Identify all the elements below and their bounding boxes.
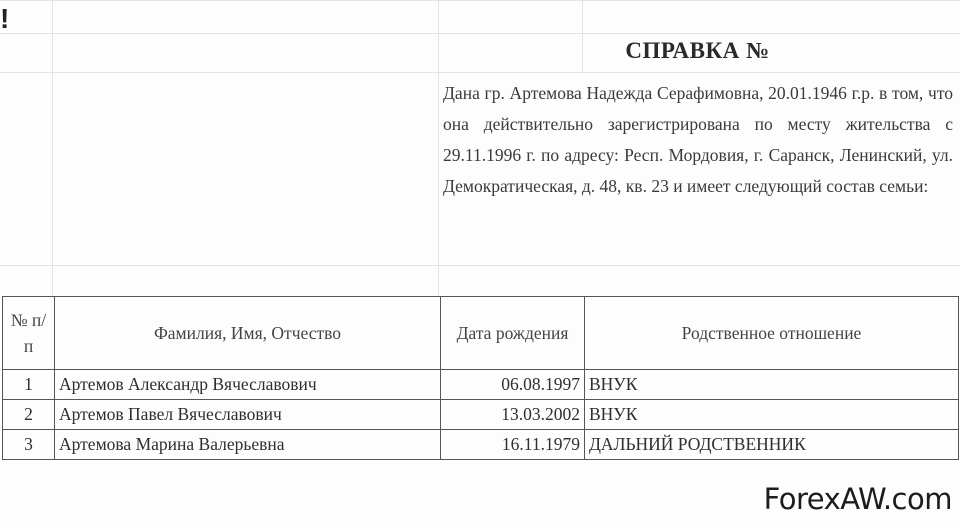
row-num: 1: [3, 370, 55, 400]
grid-line: [0, 265, 960, 266]
grid-line: [438, 0, 439, 296]
row-dob: 06.08.1997: [441, 370, 585, 400]
table-row: [3, 400, 959, 430]
header-name: Фамилия, Имя, Отчество: [55, 297, 441, 370]
table-header-row: [3, 297, 959, 370]
grid-line: [0, 72, 960, 73]
grid-line: [0, 33, 960, 34]
row-name: Артемова Марина Валерьевна: [55, 430, 441, 460]
row-num: 3: [3, 430, 55, 460]
table-row: [3, 370, 959, 400]
grid-line: [52, 0, 53, 296]
header-dob: Дата рождения: [441, 297, 585, 370]
header-relation: Родственное отношение: [585, 297, 959, 370]
row-name: Артемов Александр Вячеславович: [55, 370, 441, 400]
row-relation: ВНУК: [585, 400, 959, 430]
grid-line: [0, 0, 960, 1]
row-name: Артемов Павел Вячеславович: [55, 400, 441, 430]
header-num: № п/п: [3, 297, 55, 370]
table-row: [3, 430, 959, 460]
document-title: СПРАВКА №: [625, 38, 770, 63]
site-watermark: ForexAW.com: [763, 482, 952, 516]
document-intro-text: Дана гр. Артемова Надежда Серафимовна, 20.01.1946 г.р. в том, что она действительно зарегистрирована по месту жительства с 29.11.1996 г. по адресу: Респ. Мордовия, г. Саранск, Ленинский, ул. Демократическая, д. 48, кв. 23 и имеет следующий состав семьи:: [443, 83, 953, 196]
family-table: [2, 296, 959, 460]
row-dob: 16.11.1979: [441, 430, 585, 460]
row-relation: ВНУК: [585, 370, 959, 400]
row-relation: ДАЛЬНИЙ РОДСТВЕННИК: [585, 430, 959, 460]
row-num: 2: [3, 400, 55, 430]
row-dob: 13.03.2002: [441, 400, 585, 430]
cell-marker: !: [0, 3, 10, 34]
